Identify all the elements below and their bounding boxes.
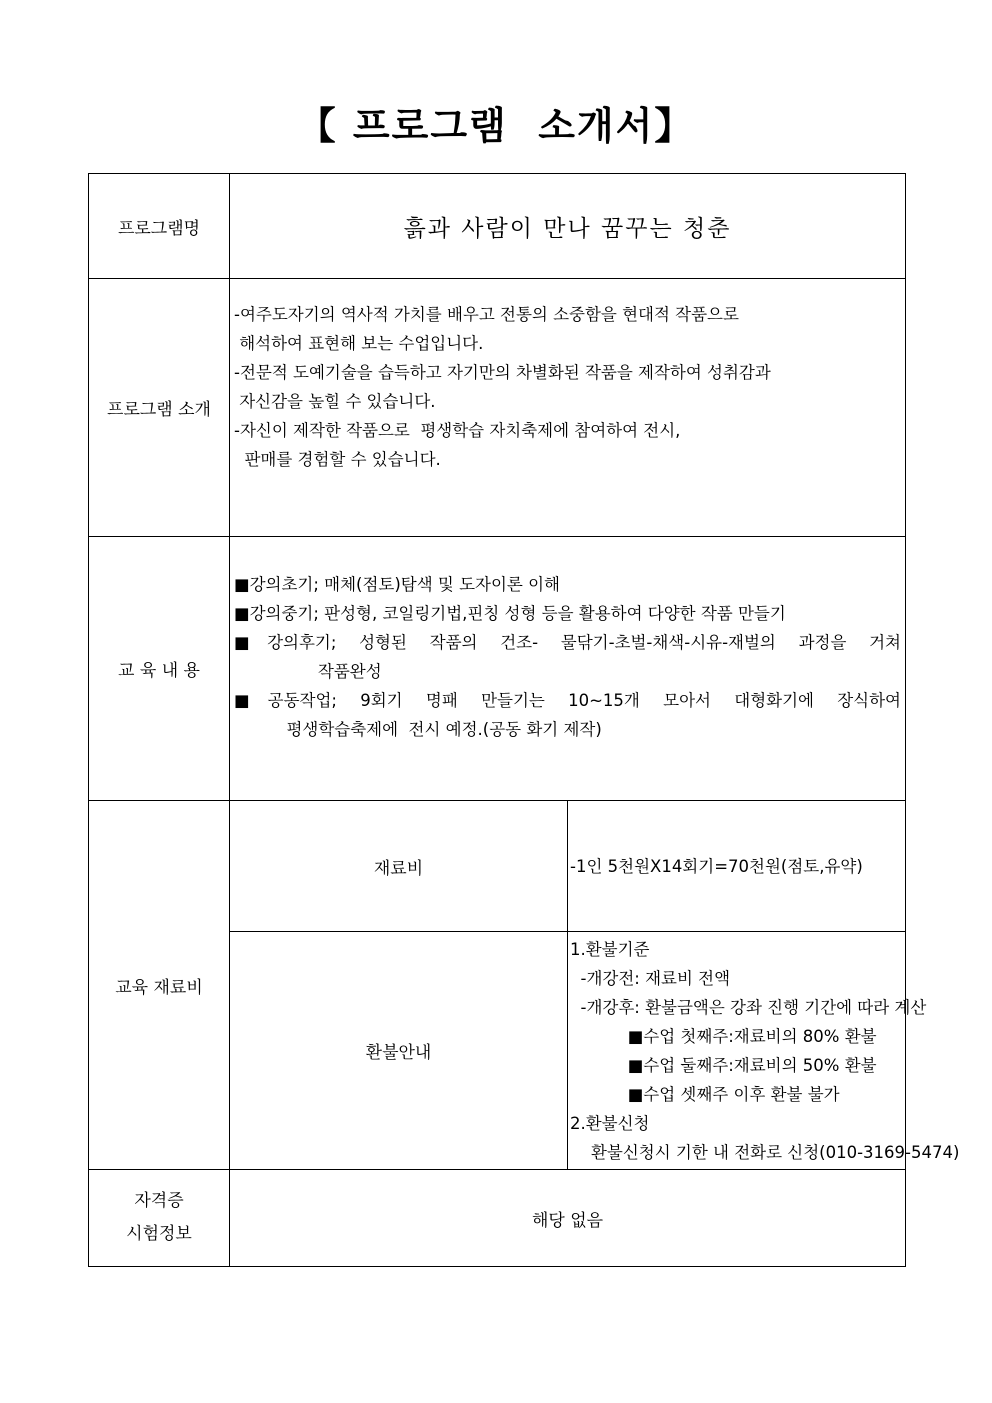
education-line: ■강의중기; 판성형, 코일링기법,핀칭 성형 등을 활용하여 다양한 작품 만들기 bbox=[234, 603, 786, 623]
education-line: 평생학습축제에 전시 예정.(공동 화기 제작) bbox=[234, 719, 602, 739]
fee-value: -1인 5천원X14회기=70천원(점토,유약) bbox=[568, 801, 906, 932]
program-intro-content bbox=[230, 279, 906, 537]
intro-line: -전문적 도예기술을 습득하고 자기만의 차별화된 작품을 제작하여 성취감과 bbox=[234, 362, 771, 382]
certificate-value: 해당 없음 bbox=[230, 1170, 906, 1267]
intro-line: -자신이 제작한 작품으로 평생학습 자치축제에 참여하여 전시, bbox=[234, 420, 681, 440]
intro-line: 자신감을 높힐 수 있습니다. bbox=[234, 391, 436, 411]
refund-line: 2.환불신청 bbox=[570, 1113, 650, 1133]
material-fee-label: 교육 재료비 bbox=[89, 801, 230, 1170]
program-name-value: 흙과 사람이 만나 꿈꾸는 청춘 bbox=[230, 174, 906, 279]
education-line: ■강의후기; 성형된 작품의 건조- 물닦기-초벌-채색-시유-재벌의 과정을 거쳐 bbox=[234, 632, 901, 652]
program-intro-label: 프로그램 소개 bbox=[89, 279, 230, 537]
refund-label: 환불안내 bbox=[230, 932, 568, 1170]
certificate-label-line1: 자격증 bbox=[134, 1191, 184, 1211]
refund-line: ■수업 첫째주:재료비의 80% 환불 bbox=[570, 1026, 877, 1046]
refund-line: 1.환불기준 bbox=[570, 939, 650, 959]
row-education-content bbox=[89, 537, 906, 801]
education-line: ■강의초기; 매체(점토)탐색 및 도자이론 이해 bbox=[234, 574, 560, 594]
intro-line: -여주도자기의 역사적 가치를 배우고 전통의 소중함을 현대적 작품으로 bbox=[234, 304, 739, 324]
refund-line: ■수업 둘째주:재료비의 50% 환불 bbox=[570, 1055, 877, 1075]
certificate-label bbox=[89, 1170, 230, 1267]
program-name-label: 프로그램명 bbox=[89, 174, 230, 279]
refund-content bbox=[568, 932, 960, 1170]
row-material-fee bbox=[89, 801, 906, 932]
row-program-name bbox=[89, 174, 906, 279]
intro-line: 판매를 경험할 수 있습니다. bbox=[234, 449, 441, 469]
row-program-intro bbox=[89, 279, 906, 537]
education-content-label: 교 육 내 용 bbox=[89, 537, 230, 801]
refund-line: ■수업 셋째주 이후 환불 불가 bbox=[570, 1084, 840, 1104]
education-content-body bbox=[230, 537, 906, 801]
row-certificate bbox=[89, 1170, 906, 1267]
refund-line: -개강전: 재료비 전액 bbox=[570, 968, 731, 988]
education-line: 작품완성 bbox=[234, 661, 382, 681]
certificate-label-line2: 시험정보 bbox=[126, 1224, 192, 1244]
refund-line: -개강후: 환불금액은 강좌 진행 기간에 따라 계산 bbox=[570, 997, 927, 1017]
intro-line: 해석하여 표현해 보는 수업입니다. bbox=[234, 333, 484, 353]
program-table bbox=[88, 173, 960, 1267]
page-title: 【 프로그램 소개서】 bbox=[297, 104, 695, 148]
fee-label: 재료비 bbox=[230, 801, 568, 932]
refund-line: 환불신청시 기한 내 전화로 신청(010-3169-5474) bbox=[570, 1142, 960, 1162]
education-line: ■공동작업; 9회기 명패 만들기는 10~15개 모아서 대형화기에 장식하여 bbox=[234, 690, 901, 710]
